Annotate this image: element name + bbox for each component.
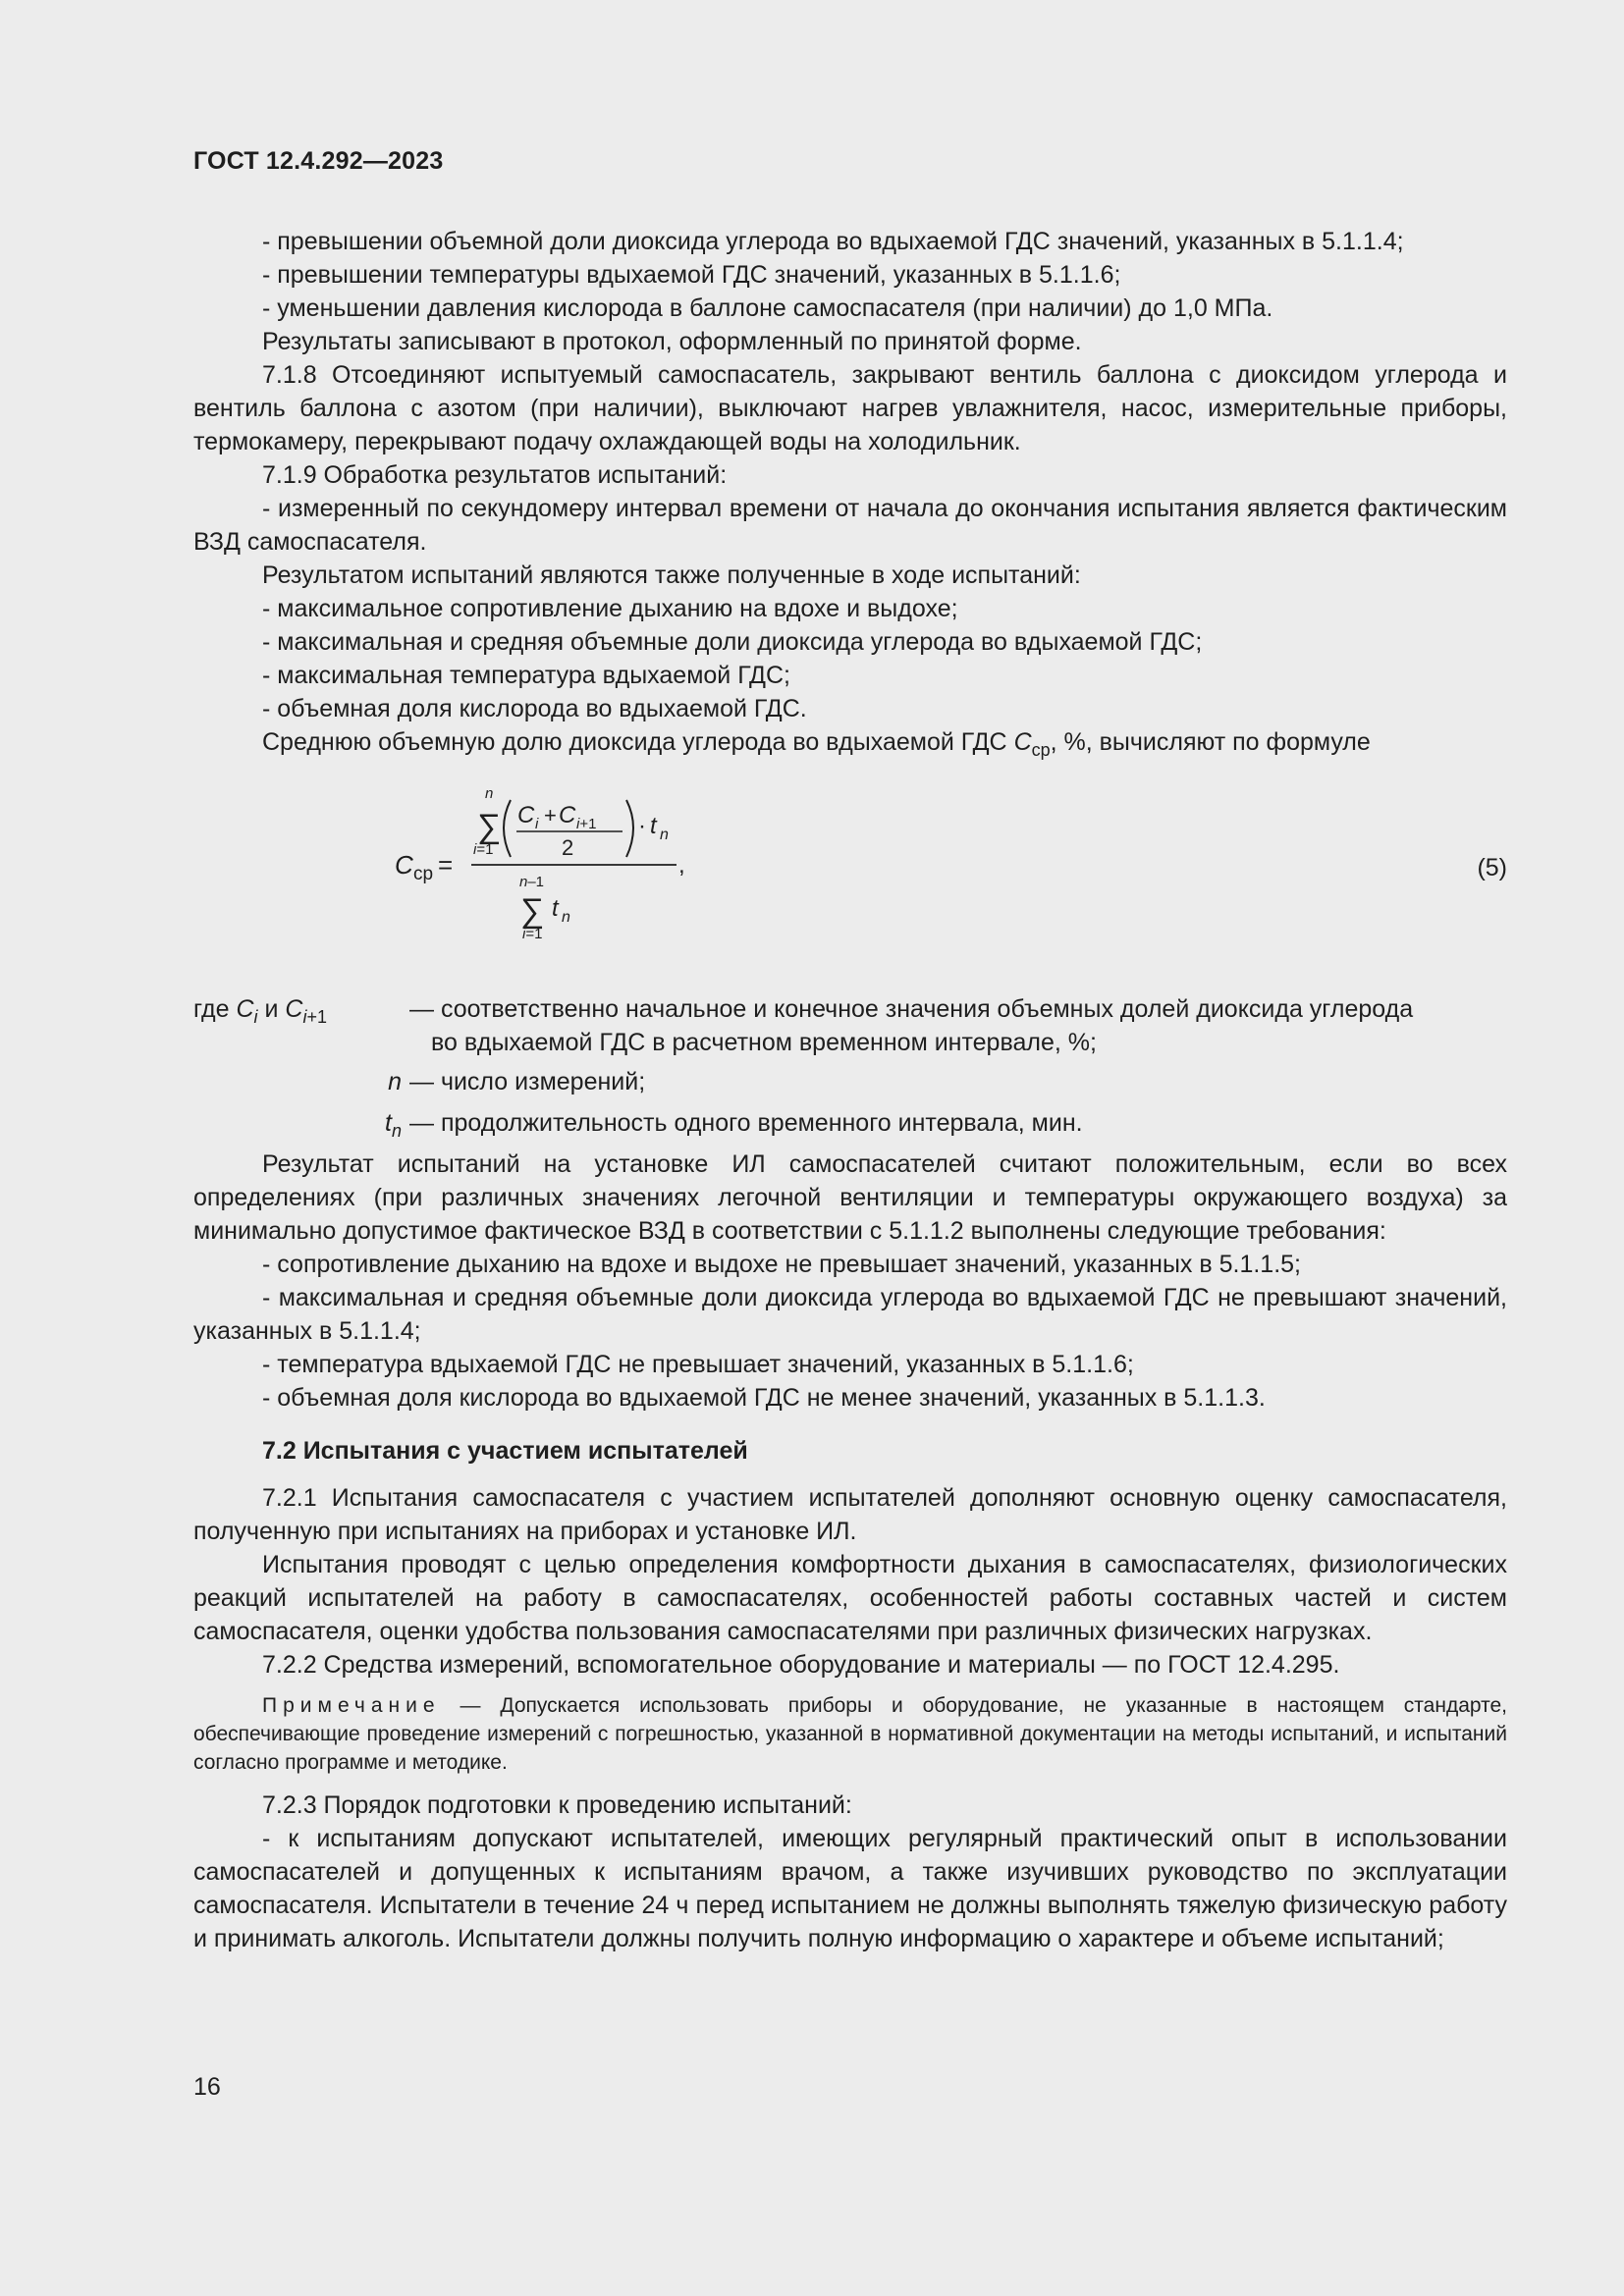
svg-text:=: = xyxy=(438,850,454,880)
list-item: - к испытаниям допускают испытателей, имеющих регулярный практический опыт в использовании самоспасателей и допущенных к испытаниям врачом, а также изучивших руководство по эксплуатации самоспасателя. Испытатели в течение 24 ч перед испытанием не должны выполнять тяжелую физическую работу и принимать алкоголь. Испытатели должны получить полную информацию о характере и объеме испытаний; xyxy=(193,1825,1507,1952)
paragraph: Результат испытаний на установке ИЛ самоспасателей считают положительным, если во всех определениях (при различных значениях легочной вентиляции и температуры окружающего воздуха) за минимально допустимое фактическое ВЗД в соответствии с 5.1.1.2 выполнены следующие требования: xyxy=(193,1150,1507,1245)
list-item: - уменьшении давления кислорода в баллоне самоспасателя (при наличии) до 1,0 МПа. xyxy=(262,294,1273,322)
svg-text:+: + xyxy=(544,803,557,828)
svg-text:C: C xyxy=(395,850,413,880)
where-desc: — продолжительность одного временного интервала, мин. xyxy=(409,1109,1083,1137)
where-desc: — число измерений; xyxy=(409,1068,646,1095)
where-desc: — соответственно начальное и конечное значения объемных долей диоксида углерода во вдыхаемой ГДС в расчетном временном интервале, %; xyxy=(409,995,1414,1056)
svg-text:·: · xyxy=(638,813,646,839)
list-item: - превышении температуры вдыхаемой ГДС значений, указанных в 5.1.1.6; xyxy=(262,261,1121,289)
document-header: ГОСТ 12.4.292—2023 xyxy=(193,147,444,175)
where-term: n xyxy=(388,1068,402,1095)
clause-7-1-9: 7.1.9 Обработка результатов испытаний: xyxy=(262,461,728,489)
svg-text:C: C xyxy=(559,802,576,828)
where-row xyxy=(193,1065,1507,1098)
svg-text:i: i xyxy=(535,816,539,832)
svg-text:∑: ∑ xyxy=(520,892,545,930)
section-title-7-2: 7.2 Испытания с участием испытателей xyxy=(262,1437,748,1465)
list-item: - превышении объемной доли диоксида углерода во вдыхаемой ГДС значений, указанных в 5.1.1.4; xyxy=(262,228,1404,255)
paragraph: Результаты записывают в протокол, оформленный по принятой форме. xyxy=(262,328,1082,355)
svg-text:ср: ср xyxy=(413,864,434,884)
symbol-c-avg: C xyxy=(1013,728,1032,756)
formula-5 xyxy=(193,776,1507,983)
where-block xyxy=(193,992,1507,1148)
where-row xyxy=(193,992,1507,1059)
document-page xyxy=(193,0,1507,2296)
formula-intro: Среднюю объемную долю диоксида углерода во вдыхаемой ГДС $C_{ср}$, %, вычисляют по формуле xyxy=(262,728,1371,760)
svg-text:i=1: i=1 xyxy=(473,841,494,858)
list-item: - максимальная и средняя объемные доли диоксида углерода во вдыхаемой ГДС; xyxy=(262,628,1203,656)
list-item: - максимальная температура вдыхаемой ГДС; xyxy=(262,662,790,689)
svg-text:t: t xyxy=(552,895,559,922)
clause-7-1-8: 7.1.8 Отсоединяют испытуемый самоспасатель, закрывают вентиль баллона с диоксидом углерода и вентиль баллона с азотом (при наличии), выключают нагрев увлажнителя, насос, измерительные приборы, термокамеру, перекрывают подачу охлаждающей воды на холодильник. xyxy=(193,361,1507,455)
svg-text:n: n xyxy=(562,909,570,926)
svg-text:i=1: i=1 xyxy=(522,926,543,942)
svg-text:∑: ∑ xyxy=(477,808,502,845)
document-body xyxy=(193,225,1507,1955)
svg-text:C: C xyxy=(517,802,535,828)
svg-text:t: t xyxy=(650,813,657,839)
list-item: - сопротивление дыханию на вдохе и выдохе не превышает значений, указанных в 5.1.1.5; xyxy=(262,1251,1301,1278)
paragraph: Результатом испытаний являются также полученные в ходе испытаний: xyxy=(262,561,1081,589)
note-label: Примечание xyxy=(262,1694,441,1717)
formula-math xyxy=(395,776,905,978)
svg-text:n: n xyxy=(660,827,669,843)
list-item: - максимальное сопротивление дыханию на вдохе и выдохе; xyxy=(262,595,958,622)
svg-text:n: n xyxy=(485,785,494,802)
list-item: - измеренный по секундомеру интервал времени от начала до окончания испытания является фактическим ВЗД самоспасателя. xyxy=(193,495,1507,556)
svg-text:i+1: i+1 xyxy=(576,816,597,832)
svg-text:n–1: n–1 xyxy=(519,874,545,890)
list-item: - температура вдыхаемой ГДС не превышает значений, указанных в 5.1.1.6; xyxy=(262,1351,1134,1378)
paragraph: Испытания проводят с целью определения комфортности дыхания в самоспасателях, физиологических реакций испытателей на работу в самоспасателях, особенностей работы составных частей и систем самоспасателя, оценки удобства пользования самоспасателями при различных физических нагрузках. xyxy=(193,1551,1507,1645)
clause-7-2-2: 7.2.2 Средства измерений, вспомогательное оборудование и материалы — по ГОСТ 12.4.295. xyxy=(262,1651,1340,1679)
clause-7-2-3: 7.2.3 Порядок подготовки к проведению испытаний: xyxy=(262,1791,852,1819)
clause-7-2-1: 7.2.1 Испытания самоспасателя с участием испытателей дополняют основную оценку самоспасателя, полученную при испытаниях на приборах и установке ИЛ. xyxy=(193,1484,1507,1545)
note: Примечание — Допускается использовать приборы и оборудование, не указанные в настоящем стандарте, обеспечивающие проведение измерений с погрешностью, указанной в нормативной документации на методы испытаний, и испытаний согласно программе и методике. xyxy=(193,1694,1507,1774)
list-item: - максимальная и средняя объемные доли диоксида углерода во вдыхаемой ГДС не превышают значений, указанных в 5.1.1.4; xyxy=(193,1284,1507,1345)
where-term: где $C_i$ и $C_{i+1}$ xyxy=(193,995,327,1027)
svg-text:2: 2 xyxy=(562,835,574,860)
equation-number: (5) xyxy=(1477,854,1507,881)
svg-text:,: , xyxy=(678,852,685,879)
where-term: $t_n$ xyxy=(385,1109,402,1141)
where-row xyxy=(193,1106,1507,1148)
list-item: - объемная доля кислорода во вдыхаемой ГДС. xyxy=(262,695,807,722)
page-number: 16 xyxy=(193,2073,221,2101)
list-item: - объемная доля кислорода во вдыхаемой ГДС не менее значений, указанных в 5.1.1.3. xyxy=(262,1384,1266,1412)
